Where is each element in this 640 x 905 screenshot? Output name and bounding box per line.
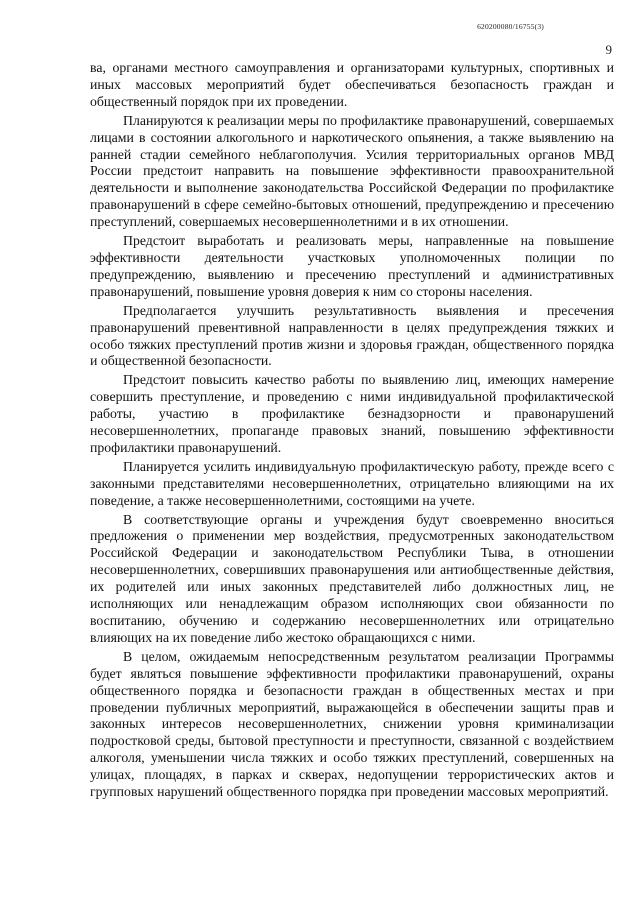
paragraph-identifying-persons: Предстоит повысить качество работы по выявлению лиц, имеющих намерение совершить преступление, и проведению с ними индивидуальной профилактической работы, участию в профилактике безнадзорности и правонарушений несовершеннолетних, пропаганде правовых знаний, повышению эффективности профилактики правонарушений.: [90, 372, 614, 455]
document-code: 620200080/16755(3): [477, 22, 544, 31]
document-body: [90, 60, 614, 803]
paragraph-offense-prevention-measures: Планируются к реализации меры по профилактике правонарушений, совершаемых лицами в состоянии алкогольного и наркотического опьянения, а также выявлению на ранней стадии семейного неблагополучия. Усилия территориальных органов МВД России предстоит направить на повышение эффективности правоохранительной деятельности и выполнение законодательства Российской Федерации по профилактике правонарушений в сфере семейно-бытовых отношений, предупреждению и пресечению преступлений, совершаемых несовершеннолетними и в их отношении.: [90, 112, 614, 230]
paragraph-institutions-proposals: В соответствующие органы и учреждения будут своевременно вноситься предложения о применении мер воздействия, предусмотренных законодательством Российской Федерации и законодательством Республики Тыва, в отношении несовершеннолетних, совершивших правонарушения или антиобщественные действия, их родителей или иных законных представителей либо должностных лиц, не исполняющих или ненадлежащим образом исполняющих свои обязанности по воспитанию, обучению и содержанию несовершеннолетних или отрицательно влияющих на их поведение либо жестоко обращающихся с ними.: [90, 511, 614, 645]
paragraph-individual-work: Планируется усилить индивидуальную профилактическую работу, прежде всего с законными представителями несовершеннолетних, отрицательно влияющими на их поведение, а также несовершеннолетними, состоящими на учете.: [90, 458, 614, 508]
paragraph-continuation: ва, органами местного самоуправления и организаторами культурных, спортивных и иных массовых мероприятий будет обеспечиваться безопасность граждан и общественный порядок при их проведении.: [90, 60, 614, 109]
paragraph-preventive-detection: Предполагается улучшить результативность выявления и пресечения правонарушений превентивной направленности в целях предупреждения тяжких и особо тяжких преступлений против жизни и здоровья граждан, общественного порядка и общественной безопасности.: [90, 302, 614, 369]
paragraph-expected-results: В целом, ожидаемым непосредственным результатом реализации Программы будет являться повышение эффективности профилактики правонарушений, охраны общественного порядка и безопасности граждан в общественных местах и при проведении публичных мероприятий, выражающейся в обеспечении защиты прав и законных интересов несовершеннолетних, снижении уровня криминализации подростковой среды, бытовой преступности и преступности, связанной с воздействием алкоголя, уменьшении числа тяжких и особо тяжких преступлений, совершенных на улицах, площадях, в парках и скверах, недопущении террористических актов и групповых нарушений общественного порядка при проведении массовых мероприятий.: [90, 648, 614, 800]
page-number: 9: [605, 42, 612, 57]
paragraph-district-officers: Предстоит выработать и реализовать меры, направленные на повышение эффективности деятельности участковых уполномоченных полиции по предупреждению, выявлению и пресечению преступлений и административных правонарушений, повышение уровня доверия к ним со стороны населения.: [90, 233, 614, 299]
